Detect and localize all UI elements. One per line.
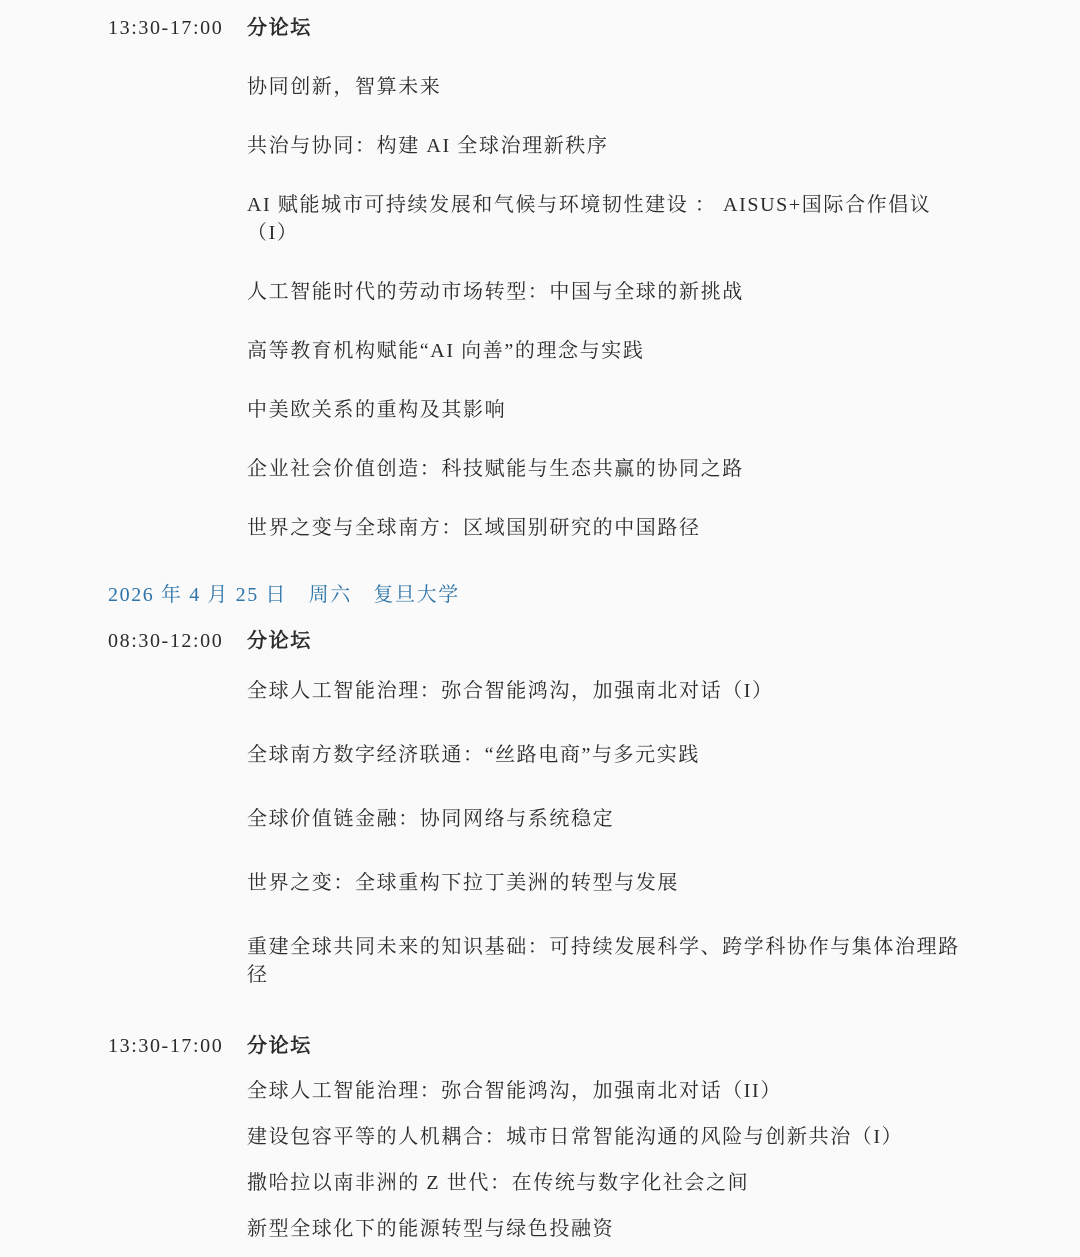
session-title: 企业社会价值创造：科技赋能与生态共赢的协同之路	[247, 458, 744, 480]
date-heading: 2026 年 4 月 25 日 周六 复旦大学	[108, 584, 460, 606]
timeslot-content	[247, 627, 965, 989]
session-title: 建设包容平等的人机耦合：城市日常智能沟通的风险与创新共治（I）	[247, 1126, 904, 1148]
timeslot-time: 08:30-12:00	[108, 630, 224, 652]
session-title: 世界之变与全球南方：区域国别研究的中国路径	[247, 517, 701, 539]
session-title: 全球南方数字经济联通：“丝路电商”与多元实践	[247, 744, 700, 766]
session-title: 共治与协同：构建 AI 全球治理新秩序	[247, 135, 609, 157]
session-title: 协同创新，智算未来	[247, 76, 442, 98]
session-title: 中美欧关系的重构及其影响	[247, 399, 507, 421]
timeslot-day2-afternoon	[0, 1032, 1080, 1243]
session-title: AI 赋能城市可持续发展和气候与环境韧性建设 ： AISUS+国际合作倡议（I）	[247, 194, 932, 244]
timeslot-day1-afternoon	[0, 14, 1080, 542]
timeslot-time: 13:30-17:00	[108, 1035, 224, 1057]
timeslot-label: 分论坛	[247, 630, 312, 652]
timeslot-content	[247, 14, 965, 542]
session-title: 全球人工智能治理：弥合智能鸿沟，加强南北对话（II）	[247, 1080, 782, 1102]
timeslot-content	[247, 1032, 965, 1243]
timeslot-day2-morning	[0, 627, 1080, 989]
session-title: 世界之变：全球重构下拉丁美洲的转型与发展	[247, 872, 679, 894]
session-title: 全球价值链金融：协同网络与系统稳定	[247, 808, 615, 830]
session-title: 高等教育机构赋能“AI 向善”的理念与实践	[247, 340, 645, 362]
session-title: 撒哈拉以南非洲的 Z 世代：在传统与数字化社会之间	[247, 1172, 750, 1194]
session-title: 重建全球共同未来的知识基础：可持续发展科学、跨学科协作与集体治理路径	[247, 936, 960, 986]
session-title: 人工智能时代的劳动市场转型：中国与全球的新挑战	[247, 281, 744, 303]
session-title: 新型全球化下的能源转型与绿色投融资	[247, 1218, 615, 1240]
timeslot-label: 分论坛	[247, 17, 312, 39]
timeslot-time: 13:30-17:00	[108, 17, 224, 39]
session-title: 全球人工智能治理：弥合智能鸿沟，加强南北对话（I）	[247, 680, 774, 702]
timeslot-label: 分论坛	[247, 1035, 312, 1057]
